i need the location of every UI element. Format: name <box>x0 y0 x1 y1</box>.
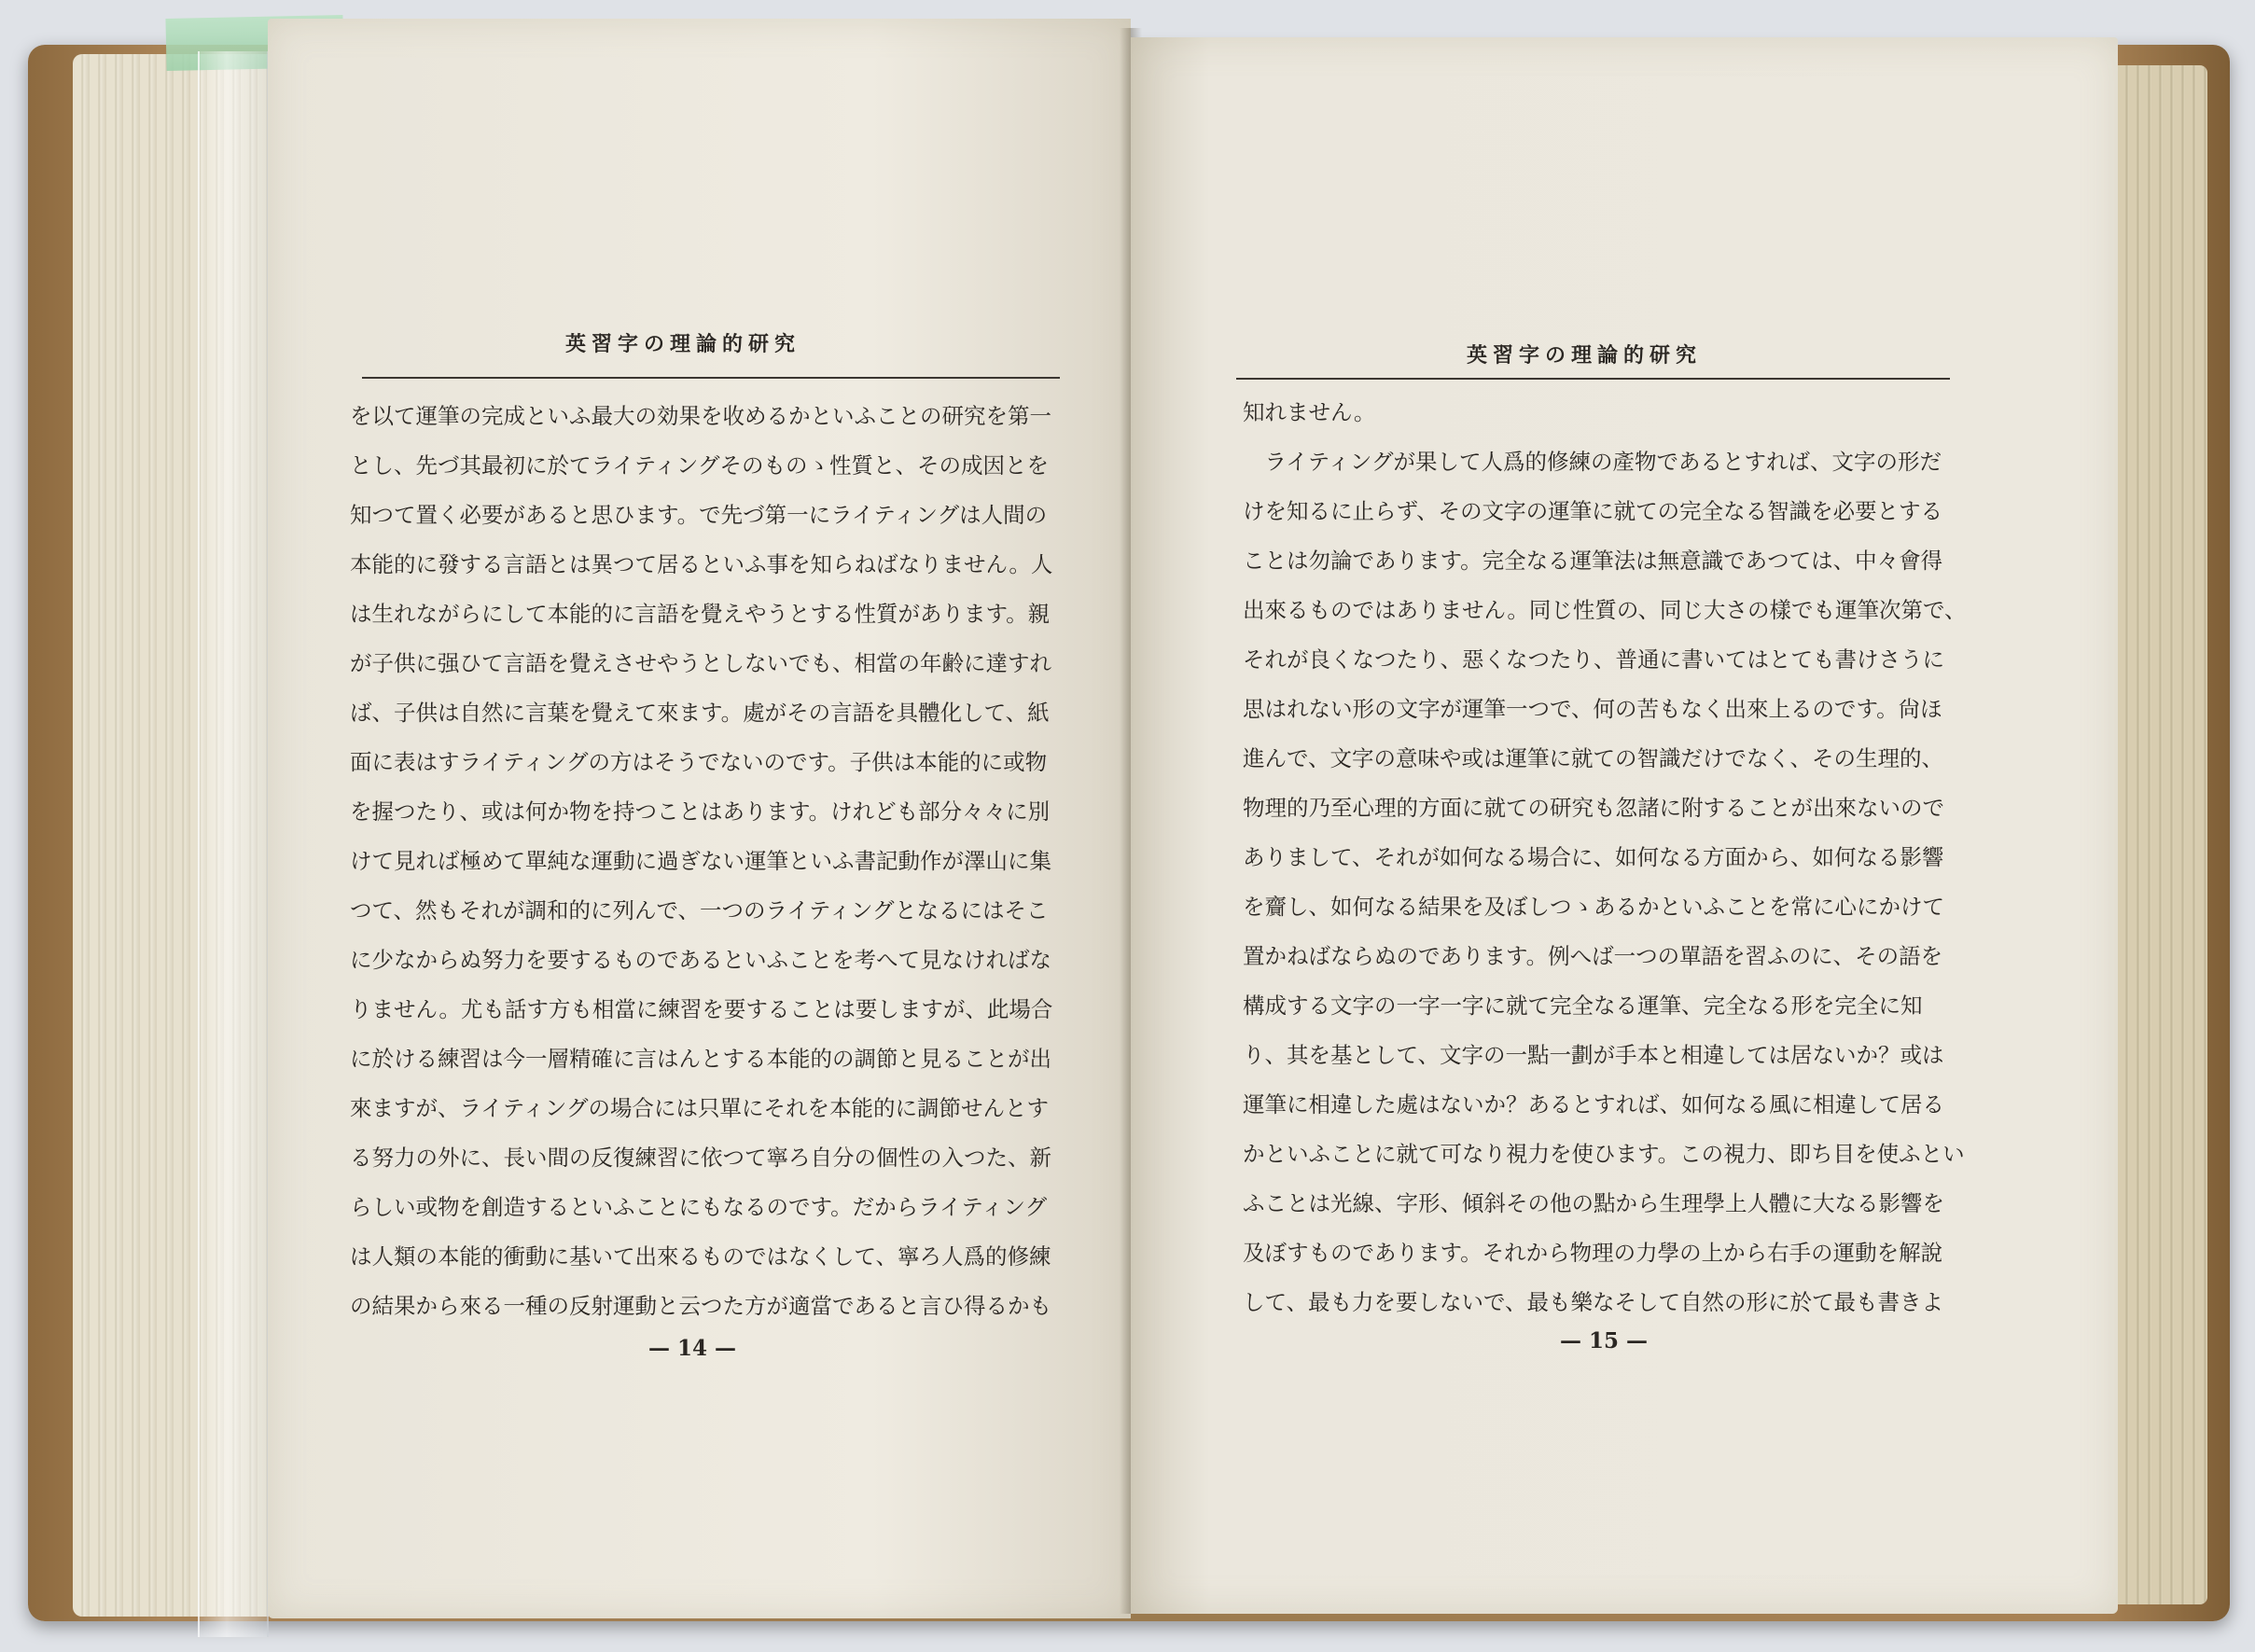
text-line: ば、子供は自然に言葉を覺えて來ます。處がその言語を具體化して、紙 <box>350 700 1050 726</box>
text-line: に於ける練習は今一層精確に言はんとする本能的の調節と見ることが出 <box>350 1046 1051 1072</box>
text-line: が子供に强ひて言語を覺えさせやうとしないでも、相當の年齢に達すれ <box>350 650 1051 676</box>
left-running-head: 英習字の理論的研究 <box>565 332 801 356</box>
text-line: とし、先づ其最初に於てライティングそのものゝ性質と、その成因とを <box>350 452 1049 479</box>
left-head-rule <box>362 377 1060 379</box>
text-line: 知つて置く必要があると思ひます。で先づ第一にライティングは人間の <box>350 502 1048 528</box>
text-line: つて、然もそれが調和的に列んで、一つのライティングとなるにはそこ <box>350 897 1049 923</box>
text-line: ふことは光線、字形、傾斜その他の點から生理學上人體に大なる影響を <box>1243 1190 1944 1216</box>
text-line: 思はれない形の文字が運筆一つで、何の苦もなく出來上るのです。尙ほ <box>1243 696 1942 722</box>
text-line: それが良くなつたり、惡くなつたり、普通に書いてはとても書けさうに <box>1243 646 1944 673</box>
text-line: らしい或物を創造するといふことにもなるのです。だからライティング <box>350 1194 1048 1220</box>
left-page-number: — 14 — <box>648 1336 737 1361</box>
text-line: る努力の外に、長い間の反復練習に依つて寧ろ自分の個性の入つた、新 <box>350 1145 1051 1171</box>
text-line: 置かねばならぬのであります。例へば一つの單語を習ふのに、その語を <box>1243 943 1943 969</box>
text-line: 知れません。 <box>1243 399 1376 425</box>
text-line: ライティングが果して人爲的修練の產物であるとすれば、文字の形だ <box>1243 449 1942 475</box>
text-line: を齎し、如何なる結果を及ぼしつゝあるかといふことを常に心にかけて <box>1243 894 1944 920</box>
text-line: けを知るに止らず、その文字の運筆に就ての完全なる智識を必要とする <box>1243 498 1943 524</box>
text-line: ことは勿論であります。完全なる運筆法は無意識であつては、中々會得 <box>1243 548 1943 574</box>
text-line: を握つたり、或は何か物を持つことはあります。けれども部分々々に別 <box>350 798 1051 825</box>
text-line: は生れながらにして本能的に言語を覺えやうとする性質があります。親 <box>350 601 1051 627</box>
text-line: けて見れば極めて單純な運動に過ぎない運筆といふ書記動作が澤山に集 <box>350 848 1051 874</box>
text-line: 出來るものではありません。同じ性質の、同じ大さの樣でも運筆次第で、 <box>1243 597 1967 623</box>
text-line: に少なからぬ努力を要するものであるといふことを考へて見なければな <box>350 947 1051 973</box>
text-line: りません。尤も話す方も相當に練習を要することは要しますが、此場合 <box>350 996 1053 1022</box>
text-line: 本能的に發する言語とは異つて居るといふ事を知らねばなりません。人 <box>350 551 1053 577</box>
right-head-rule <box>1236 378 1950 380</box>
plastic-strip <box>198 51 269 1637</box>
right-body-text <box>1243 388 1980 1327</box>
text-line: ありまして、それが如何なる場合に、如何なる方面から、如何なる影響 <box>1243 844 1944 870</box>
text-line: 運筆に相違した處はないか？あるとすれば、如何なる風に相違して居る <box>1243 1091 1944 1118</box>
text-line: を以て運筆の完成といふ最大の効果を收めるかといふことの研究を第一 <box>350 403 1051 429</box>
text-line: 來ますが、ライティングの場合には只單にそれを本能的に調節せんとす <box>350 1095 1049 1121</box>
text-line: 構成する文字の一字一字に就て完全なる運筆、完全なる形を完全に知 <box>1243 993 1923 1019</box>
right-page-number: — 15 — <box>1560 1328 1649 1354</box>
left-body-text <box>350 392 1068 1331</box>
text-line: 進んで、文字の意味や或は運筆に就ての智識だけでなく、その生理的、 <box>1243 745 1944 771</box>
text-line: 面に表はすライティングの方はそうでないのです。子供は本能的に或物 <box>350 749 1048 775</box>
text-line: は人類の本能的衝動に基いて出來るものではなくして、寧ろ人爲的修練 <box>350 1243 1051 1270</box>
text-line: り、其を基として、文字の一點一劃が手本と相違しては居ないか？或は <box>1243 1042 1944 1068</box>
text-line: 物理的乃至心理的方面に就ての研究も忽諸に附することが出來ないので <box>1243 795 1944 821</box>
text-line: 及ぼすものであります。それから物理の力學の上から右手の運動を解說 <box>1243 1240 1943 1266</box>
text-line: かといふことに就て可なり視力を使ひます。この視力、即ち目を使ふとい <box>1243 1141 1965 1167</box>
text-line: の結果から來る一種の反射運動と云つた方が適當であると言ひ得るかも <box>350 1293 1051 1319</box>
text-line: して、最も力を要しないで、最も樂なそして自然の形に於て最も書きよ <box>1243 1289 1944 1315</box>
right-running-head: 英習字の理論的研究 <box>1467 343 1703 368</box>
page-edge-stack-right <box>2107 65 2207 1604</box>
